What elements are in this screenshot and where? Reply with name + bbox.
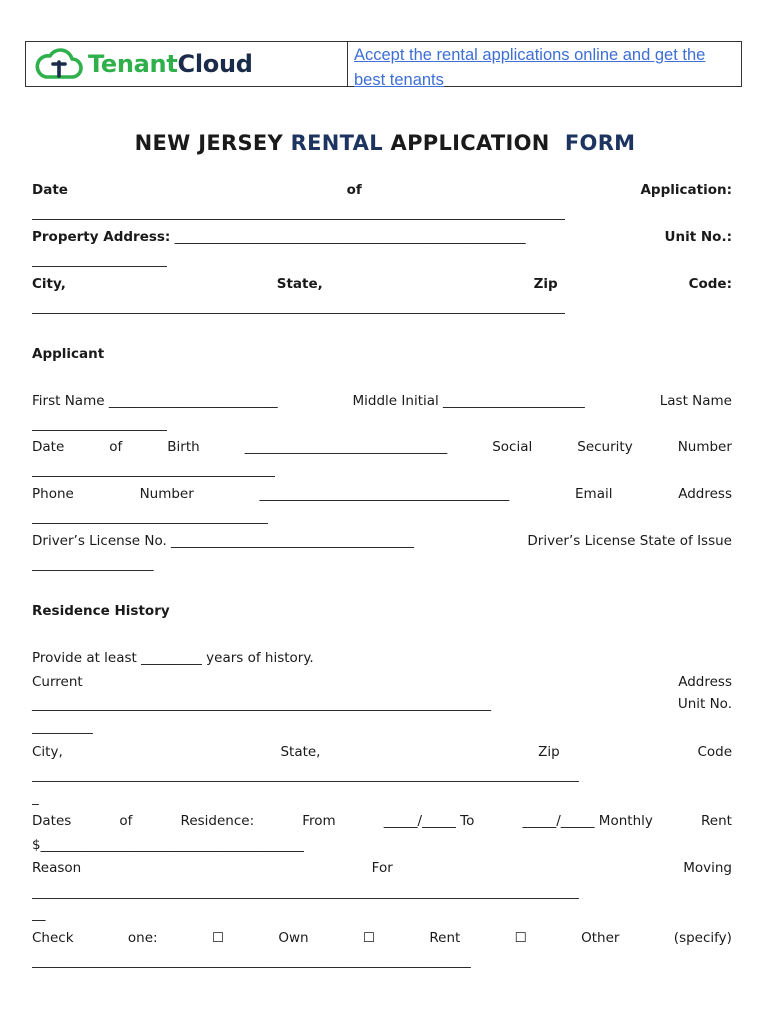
drivers-license-row: [32, 533, 732, 549]
cloud-logo-icon: [34, 48, 84, 80]
rent-checkbox[interactable]: ☐: [362, 930, 376, 946]
label-word: Residence:: [180, 813, 255, 829]
unit-no-label: Unit No.: [677, 696, 732, 712]
dob-ssn-row: [32, 439, 732, 455]
label-word: City,: [32, 744, 63, 760]
property-address-label: Property Address:: [32, 229, 171, 245]
last-name-label: Last Name: [659, 393, 732, 409]
title-part-2: RENTAL: [290, 131, 383, 155]
logo-wordmark: [88, 50, 253, 78]
current-address-row: [32, 674, 732, 690]
residence-city-state-zip-line[interactable]: _________________________________________________________________________________: [32, 767, 579, 783]
rent-label: Rent: [429, 930, 461, 946]
label-word: Application:: [640, 182, 732, 198]
residence-unit-line[interactable]: _________: [32, 719, 93, 735]
from-to-field[interactable]: _____/_____ To: [383, 813, 475, 829]
residence-history-heading: Residence History: [32, 603, 170, 619]
label-word: Check: [32, 930, 74, 946]
drivers-license-state-label: Driver’s License State of Issue: [527, 533, 732, 549]
label-word: Birth: [167, 439, 200, 455]
specify-line[interactable]: _________________________________________________________________: [32, 953, 471, 969]
label-word: Date: [32, 182, 68, 198]
date-of-application-line[interactable]: _______________________________________________________________________________: [32, 205, 566, 221]
label-word: City,: [32, 276, 66, 292]
own-checkbox[interactable]: ☐: [211, 930, 224, 946]
applicant-heading: Applicant: [32, 346, 105, 362]
own-label: Own: [278, 930, 309, 946]
label-word: Social: [492, 439, 533, 455]
property-address-row: [32, 229, 732, 245]
label-word: Zip: [533, 276, 558, 292]
city-state-zip-row: [32, 276, 732, 292]
page-title: [0, 131, 770, 155]
residence-city-state-zip-row: [32, 744, 732, 760]
unit-no-line[interactable]: ____________________: [32, 252, 167, 268]
reason-for-moving-row: [32, 860, 732, 876]
specify-label: (specify): [673, 930, 732, 946]
promo-link[interactable]: Accept the rental applications online and get the best tenants: [354, 46, 706, 89]
reason-for-moving-line-tail: __: [32, 906, 46, 922]
label-word: Email: [575, 486, 613, 502]
label-word: Rent: [700, 813, 732, 829]
label-word: Number: [139, 486, 194, 502]
other-label: Other: [581, 930, 620, 946]
reason-for-moving-line[interactable]: _________________________________________________________________________________: [32, 884, 579, 900]
label-word: Reason: [32, 860, 82, 876]
title-part-3: APPLICATION: [390, 131, 550, 155]
date-of-application-row: [32, 182, 732, 198]
label-word: From: [302, 813, 336, 829]
header-banner: [25, 41, 742, 87]
label-word: of: [119, 813, 133, 829]
tenantcloud-logo: [26, 42, 348, 86]
label-word: Dates: [32, 813, 72, 829]
promo-link-cell: [348, 42, 741, 89]
property-address-line[interactable]: ____________________________________________________: [174, 229, 526, 245]
unit-no-label: Unit No.:: [664, 229, 732, 245]
label-word: State,: [280, 744, 321, 760]
years-of-history-field[interactable]: Provide at least _________ years of history.: [32, 650, 314, 666]
dob-line[interactable]: ______________________________: [244, 439, 448, 455]
to-monthly-field[interactable]: _____/_____ Monthly: [522, 813, 653, 829]
label-word: Zip: [538, 744, 560, 760]
label-word: Date: [32, 439, 65, 455]
dates-of-residence-row: [32, 813, 732, 829]
label-word: For: [371, 860, 393, 876]
middle-initial-field[interactable]: Middle Initial _____________________: [352, 393, 585, 409]
phone-line[interactable]: _____________________________________: [259, 486, 510, 502]
label-word: Phone: [32, 486, 74, 502]
current-address-line[interactable]: ____________________________________________________________________: [32, 696, 491, 712]
label-word: Number: [677, 439, 732, 455]
drivers-license-no-field[interactable]: Driver’s License No. ____________________________________: [32, 533, 415, 549]
last-name-line[interactable]: ____________________: [32, 416, 167, 432]
email-line[interactable]: ___________________________________: [32, 509, 269, 525]
current-address-line-row: [32, 696, 732, 712]
monthly-rent-line[interactable]: $_______________________________________: [32, 837, 304, 853]
label-word: Code: [697, 744, 732, 760]
label-word: one:: [127, 930, 158, 946]
label-word: Code:: [688, 276, 732, 292]
logo-word-tenant: Tenant: [88, 50, 178, 78]
title-part-1: NEW JERSEY: [134, 131, 284, 155]
drivers-license-state-line[interactable]: __________________: [32, 556, 154, 572]
ssn-line[interactable]: ____________________________________: [32, 462, 275, 478]
label-word: Current: [32, 674, 83, 690]
label-word: Address: [678, 486, 732, 502]
city-state-zip-line[interactable]: _______________________________________________________________________________: [32, 299, 566, 315]
applicant-name-row: [32, 393, 732, 409]
label-word: Moving: [683, 860, 732, 876]
label-word: Security: [577, 439, 633, 455]
title-part-4: FORM: [564, 131, 636, 155]
residence-city-state-zip-line-tail: _: [32, 790, 39, 806]
label-word: State,: [276, 276, 323, 292]
label-word: of: [109, 439, 123, 455]
first-name-field[interactable]: First Name _________________________: [32, 393, 278, 409]
check-one-row: [32, 930, 732, 946]
phone-email-row: [32, 486, 732, 502]
label-word: Address: [678, 674, 732, 690]
logo-word-cloud: Cloud: [177, 50, 253, 78]
label-word: of: [346, 182, 362, 198]
other-checkbox[interactable]: ☐: [514, 930, 527, 946]
